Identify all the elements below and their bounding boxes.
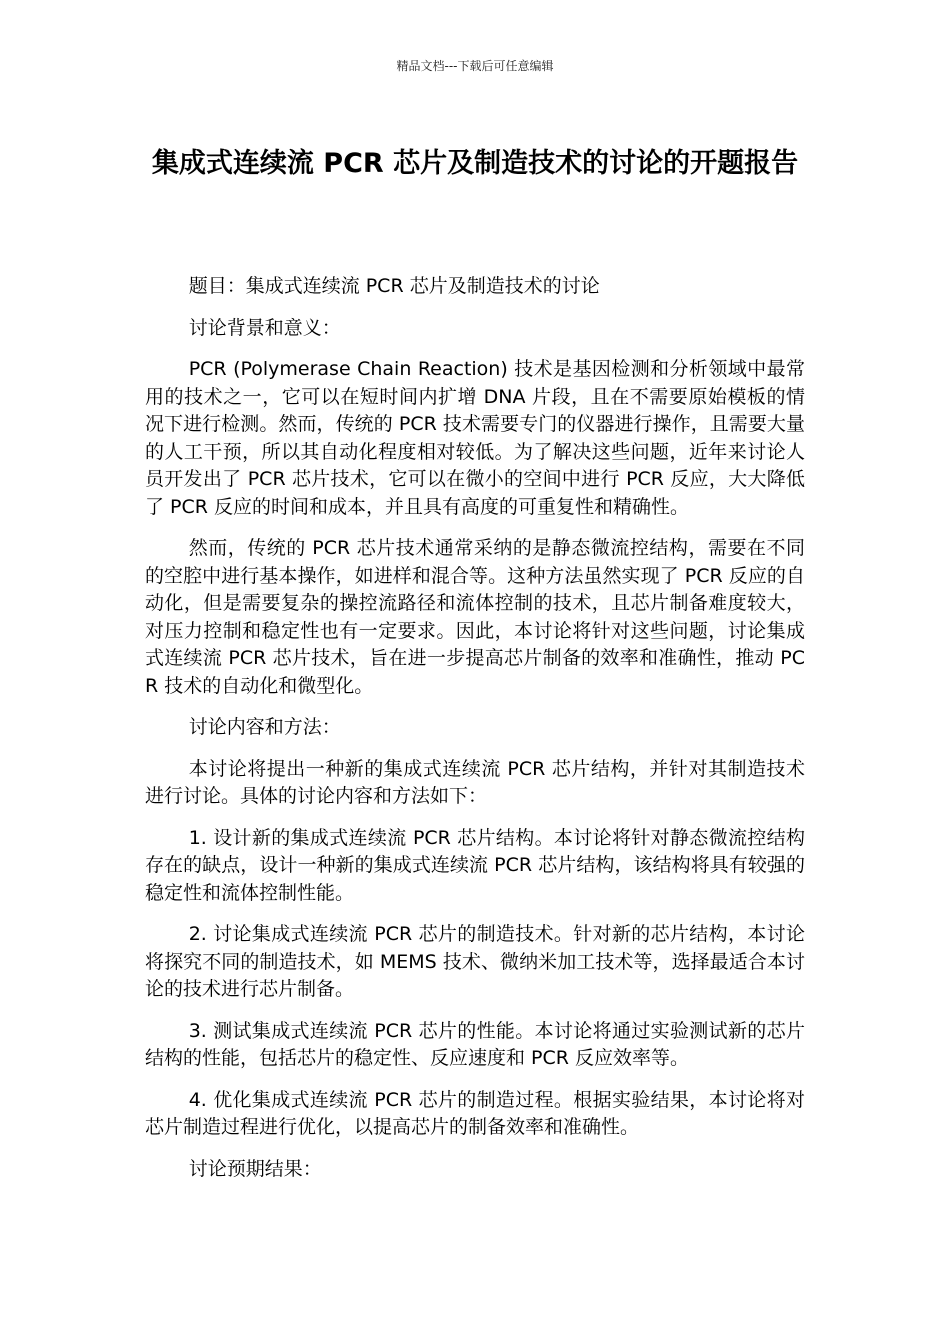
section-heading-methods: 讨论内容和方法： xyxy=(188,716,341,738)
section-heading-expected-results: 讨论预期结果： xyxy=(188,1157,322,1180)
paragraph-background-2: 然而，传统的 PCR 芯片技术通常采纳的是静态微流控结构，需要在不同的空腔中进行基本操作，如进样和混合等。这种方法虽然实现了 PCR 反应的自动化，但是需要复杂的操控流路径和流体控制的技术，且芯片制备难度较大，对压力控制和稳定性也有一定要求。因此，本讨论将针对这些问题，讨论集成式连续流 PCR 芯片技术，旨在进一步提高芯片制备的效率和准确性，推动 PCR 技术的自动化和微型化。 xyxy=(145,537,805,697)
document-title: 集成式连续流 PCR 芯片及制造技术的讨论的开题报告 xyxy=(151,148,799,179)
list-item-4: 4. 优化集成式连续流 PCR 芯片的制造过程。根据实验结果，本讨论将对芯片制造过程进行优化，以提高芯片的制备效率和准确性。 xyxy=(145,1088,805,1138)
document-body xyxy=(145,273,805,1197)
section-heading-background: 讨论背景和意义： xyxy=(188,316,341,339)
list-item-1: 1. 设计新的集成式连续流 PCR 芯片结构。本讨论将针对静态微流控结构存在的缺点，设计一种新的集成式连续流 PCR 芯片结构，该结构将具有较强的稳定性和流体控制性能。 xyxy=(145,826,805,904)
paragraph-background-1: PCR (Polymerase Chain Reaction) 技术是基因检测和分析领域中最常用的技术之一，它可以在短时间内扩增 DNA 片段，且在不需要原始模板的情况下进行检测。然而，传统的 PCR 技术需要专门的仪器进行操作，且需要大量的人工干预，所以其自动化程度相对较低。为了解决这些问题，近年来讨论人员开发出了 PCR 芯片技术，它可以在微小的空间中进行 PCR 反应，大大降低了 PCR 反应的时间和成本，并且具有高度的可重复性和精确性。 xyxy=(145,358,805,518)
list-item-3: 3. 测试集成式连续流 PCR 芯片的性能。本讨论将通过实验测试新的芯片结构的性能，包括芯片的稳定性、反应速度和 PCR 反应效率等。 xyxy=(145,1019,805,1069)
header-note: 精品文档---下载后可任意编辑 xyxy=(396,59,554,73)
paragraph-methods-intro: 本讨论将提出一种新的集成式连续流 PCR 芯片结构，并针对其制造技术进行讨论。具体的讨论内容和方法如下： xyxy=(145,757,805,807)
paragraph-topic: 题目：集成式连续流 PCR 芯片及制造技术的讨论 xyxy=(188,275,600,297)
list-item-2: 2. 讨论集成式连续流 PCR 芯片的制造技术。针对新的芯片结构，本讨论将探究不同的制造技术，如 MEMS 技术、微纳米加工技术等，选择最适合本讨论的技术进行芯片制备。 xyxy=(145,923,805,1000)
